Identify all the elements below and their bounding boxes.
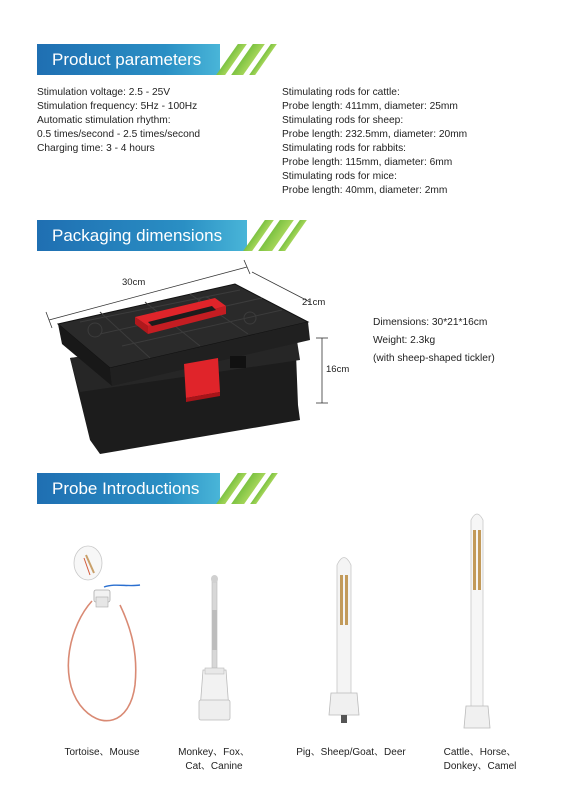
probe-caption-rabbit (164, 746, 264, 774)
probes-banner (37, 473, 269, 504)
param-line: Stimulating rods for cattle: (282, 87, 400, 98)
param-line: Charging time: 3 - 4 hours (37, 143, 155, 154)
caption-line: Tortoise、Mouse (64, 747, 140, 758)
weight-note: (with sheep-shaped tickler) (373, 353, 495, 364)
parameters-banner (37, 44, 267, 75)
param-line: Probe length: 115mm, diameter: 6mm (282, 157, 453, 168)
probes-title: Probe Introductions (37, 473, 220, 504)
cattle-probe-image (452, 508, 502, 738)
param-line: Stimulating rods for sheep: (282, 115, 404, 126)
caption-line: Pig、Sheep/Goat、Deer (296, 747, 406, 758)
height-label: 16cm (326, 364, 350, 375)
caption-line: Monkey、Fox、 (178, 747, 250, 758)
packaging-banner (37, 220, 299, 251)
param-line: Stimulating rods for rabbits: (282, 143, 407, 154)
dimensions-text: Dimensions: 30*21*16cm (373, 317, 488, 328)
rabbit-probe-image (185, 570, 245, 730)
param-line: 0.5 times/second - 2.5 times/second (37, 129, 201, 140)
param-line: Stimulation frequency: 5Hz - 100Hz (37, 101, 198, 112)
caption-line: Cat、Canine (185, 761, 243, 772)
packaging-title: Packaging dimensions (37, 220, 247, 251)
param-line: Probe length: 411mm, diameter: 25mm (282, 101, 458, 112)
param-line: Stimulating rods for mice: (282, 171, 397, 182)
param-line: Probe length: 232.5mm, diameter: 20mm (282, 129, 468, 140)
mouse-probe-image (60, 535, 160, 735)
caption-line: Donkey、Camel (443, 761, 517, 772)
sheep-probe-image (314, 545, 374, 730)
parameters-title: Product parameters (37, 44, 220, 75)
param-line: Stimulation voltage: 2.5 - 25V (37, 87, 171, 98)
probe-caption-sheep (286, 746, 416, 760)
width-label: 30cm (122, 277, 146, 288)
probe-caption-cattle (425, 746, 535, 774)
probe-caption-mouse (47, 746, 157, 760)
caption-line: Cattle、Horse、 (443, 747, 517, 758)
weight-text: Weight: 2.3kg (373, 335, 436, 346)
param-line: Automatic stimulation rhythm: (37, 115, 171, 126)
depth-label: 21cm (302, 297, 326, 308)
param-line: Probe length: 40mm, diameter: 2mm (282, 185, 448, 196)
